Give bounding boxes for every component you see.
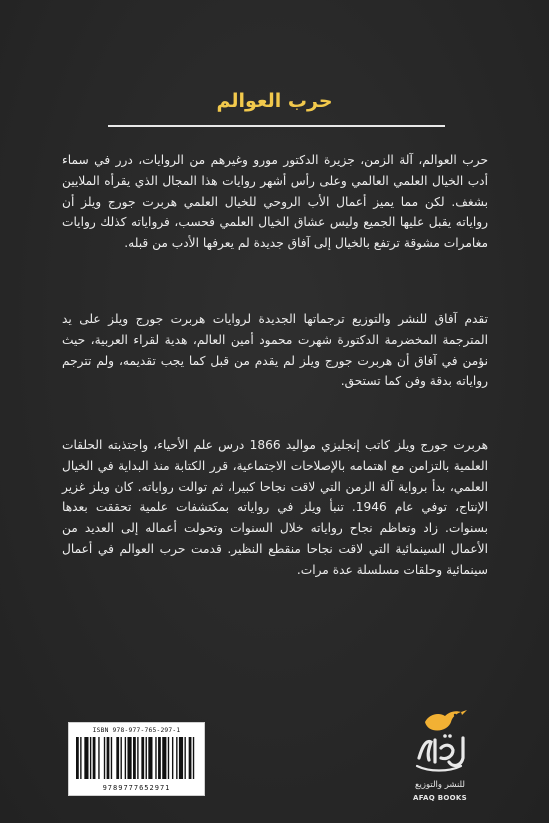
bird-icon [405, 700, 475, 780]
barcode-bar [146, 737, 147, 779]
barcode-bar [104, 737, 105, 779]
barcode-digits: 9789777652971 [102, 784, 171, 792]
isbn-barcode [68, 722, 205, 796]
barcode-bar [116, 737, 119, 779]
barcode-bar [127, 737, 131, 779]
barcode-bar [137, 737, 138, 779]
barcode-bar [172, 737, 173, 779]
barcode-bar [158, 737, 161, 779]
barcode-bar [155, 737, 156, 779]
barcode-bar [80, 737, 81, 779]
barcode-bar [107, 737, 110, 779]
barcode-bar [98, 737, 99, 779]
barcode-bar [133, 737, 136, 779]
barcode-bar [125, 737, 126, 779]
barcode-bar [76, 737, 79, 779]
barcode-bar [90, 737, 91, 779]
barcode-bars [76, 737, 197, 779]
publisher-name-arabic: للنشر والتوزيع [415, 780, 465, 790]
barcode-bar [84, 737, 88, 779]
book-title: حرب العوالم [216, 90, 333, 112]
barcode-bar [176, 737, 177, 779]
publisher-logo [405, 700, 475, 810]
barcode-bar [193, 737, 194, 779]
isbn-label: ISBN 978-977-765-297-1 [92, 727, 181, 734]
barcode-bar [179, 737, 183, 779]
barcode-bar [184, 737, 185, 779]
description-paragraph-2: تقدم آفاق للنشر والتوزيع ترجماتها الجديدة لروايات هربرت جورج ويلز على يد المترجمة المخضرمة الدكتورة شهرت محمود أمين العالم، هدية لقراء العربية، حيث نؤمن في آفاق أن هربرت جورج ويلز لم يقدم من قبل كما يجب تقديمه، ولم تترجم رواياته بدقة وفن كما تستحق. [62, 312, 488, 389]
description-paragraph-1: حرب العوالم، آلة الزمن، جزيرة الدكتور مورو وغيرهم من الروايات، درر في سماء أدب الخيال العلمي العالمي وعلى رأس أشهر روايات هذا المجال الذي يقرأه الملايين بشغف. لكن مما يميز أعمال الأب الروحي للخيال العلمي هربرت جورج ويلز أن رواياته يقبل عليها الجميع وليس عشاق الخيال العلمي فحسب، فرواياته كذلك روايات مغامرات مشوقة ترتفع بالخيال إلى آفاق جديدة لم يعرفها الأدب من قبله. [62, 153, 488, 251]
barcode-bar [168, 737, 169, 779]
title-divider [108, 125, 445, 127]
barcode-bar [111, 737, 112, 779]
barcode-bar [189, 737, 192, 779]
barcode-bar [148, 737, 152, 779]
barcode-bar [93, 737, 96, 779]
author-bio-paragraph: هربرت جورج ويلز كاتب إنجليزي مواليد 1866 درس علم الأحياء، واجتذبته الحلقات العلمية بالتزامن مع اهتمامه بالإصلاحات الاجتماعية، قرر الكتابة منذ البداية في الخيال العلمي، بدأ برواية آلة الزمن التي لاقت نجاحا كبيرا، ثم توالت رواياته. كان ويلز غزير الإنتاج، توفي عام 1946. تنبأ ويلز في رواياته بمكتشفات علمية تحققت بعدها بسنوات. زاد وتعاظم نجاح رواياته خلال السنوات وتحولت أعماله إلى العديد من الأعمال السينمائية التي لاقت نجاحا منقطع النظير. قدمت حرب العوالم في أعمال سينمائية وحلقات مسلسلة عدة مرات. [62, 438, 488, 577]
barcode-bar [162, 737, 166, 779]
barcode-bar [121, 737, 122, 779]
barcode-bar [141, 737, 144, 779]
publisher-name-english: AFAQ BOOKS [413, 794, 467, 802]
